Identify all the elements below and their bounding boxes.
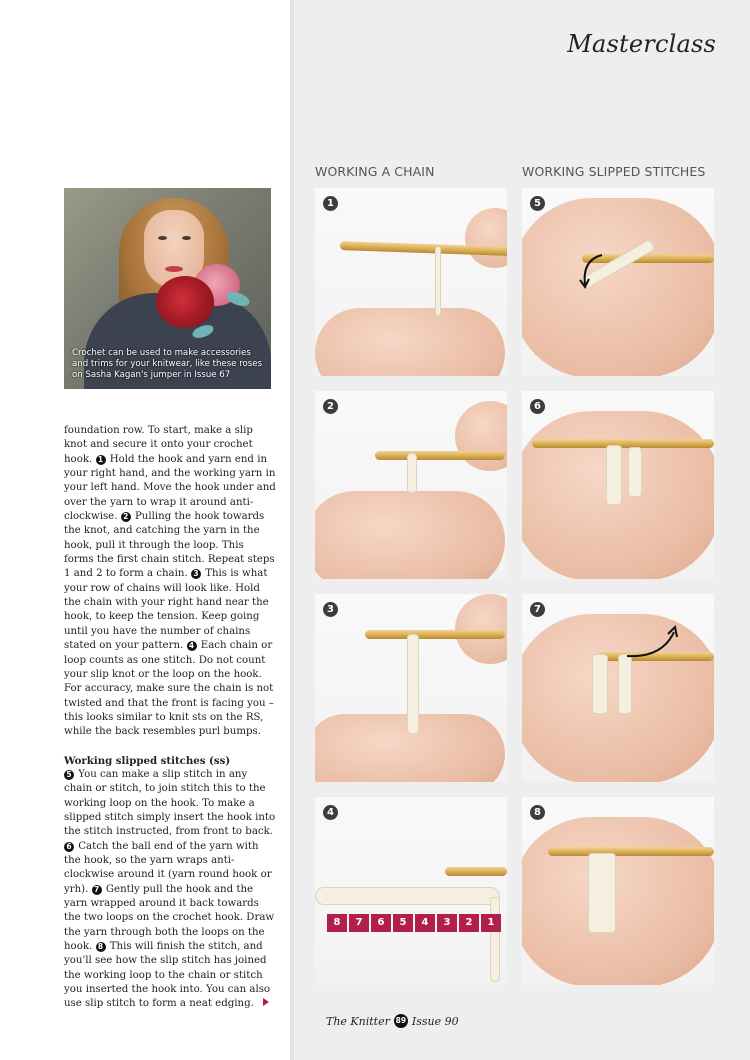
step-badge: 1 bbox=[323, 196, 338, 211]
chain-number: 6 bbox=[371, 914, 391, 932]
hand bbox=[315, 308, 505, 376]
step-badge: 7 bbox=[530, 602, 545, 617]
arrow-icon bbox=[622, 624, 682, 664]
section-title: Masterclass bbox=[567, 30, 716, 58]
step-number-icon: 5 bbox=[64, 770, 74, 780]
step-photo-2 bbox=[315, 391, 507, 579]
step-photo-6 bbox=[522, 391, 714, 579]
chain-number: 7 bbox=[349, 914, 369, 932]
crochet-hook bbox=[532, 439, 714, 448]
step-photo-1 bbox=[315, 188, 507, 376]
step-photo-7 bbox=[522, 594, 714, 782]
chain-number: 1 bbox=[481, 914, 501, 932]
yarn-loop bbox=[606, 445, 622, 505]
hand bbox=[465, 208, 507, 268]
step-text: Gently pull the hook and the yarn wrapped around it back towards the two loops on the crochet hook. Draw the yarn through both the loops on the hook. bbox=[64, 883, 275, 953]
paragraph bbox=[64, 768, 276, 1012]
step-badge: 6 bbox=[530, 399, 545, 414]
step-photo-5 bbox=[522, 188, 714, 376]
chain-number: 4 bbox=[415, 914, 435, 932]
intro-text: foundation row. To start, make a slip knot and secure it onto your crochet hook. bbox=[64, 425, 253, 465]
step-text: Catch the ball end of the yarn with the hook, so the yarn wraps anti-clockwise around it (yarn round hook or yrh). bbox=[64, 840, 272, 895]
step-badge: 3 bbox=[323, 602, 338, 617]
step-text: This will finish the stitch, and you'll see how the slip stitch has joined the working loop to the chain or stitch you inserted the hook into. You can also use slip stitch to form a neat edging. bbox=[64, 941, 271, 1010]
step-number-icon: 8 bbox=[96, 942, 106, 952]
chain-count-labels bbox=[327, 914, 503, 932]
step-number-icon: 4 bbox=[187, 641, 197, 651]
step-number-icon: 6 bbox=[64, 842, 74, 852]
step-text: Hold the hook and yarn end in your right hand, and the working yarn in your left hand. Move the hook under and over the yarn to wrap it around anti-clockwise. bbox=[64, 453, 276, 523]
step-number-icon: 7 bbox=[92, 885, 102, 895]
yarn-loop bbox=[592, 654, 608, 714]
page-number: 89 bbox=[394, 1014, 408, 1028]
hand bbox=[455, 594, 507, 664]
crochet-hook bbox=[375, 451, 505, 460]
step-text: You can make a slip stitch in any chain or stitch, to join stitch this to the working loop on the hook. To make a slipped stitch simply insert the hook into the stitch instructed, from front to back. bbox=[64, 768, 276, 838]
column-heading-chain: WORKING A CHAIN bbox=[315, 164, 435, 179]
step-badge: 2 bbox=[323, 399, 338, 414]
hand bbox=[455, 401, 507, 471]
step-photo-4 bbox=[315, 797, 507, 985]
crochet-hook bbox=[548, 847, 714, 856]
paragraph bbox=[64, 424, 276, 740]
crochet-hook bbox=[365, 630, 505, 639]
end-arrow-icon bbox=[263, 998, 269, 1006]
hero-caption: Crochet can be used to make accessories and trims for your knitwear, like these roses on Sasha Kagan's jumper in Issue 67 bbox=[72, 348, 263, 380]
arrow-icon bbox=[577, 250, 607, 290]
issue-label: Issue 90 bbox=[411, 1014, 459, 1028]
hero-lips bbox=[165, 266, 183, 272]
chain-number: 3 bbox=[437, 914, 457, 932]
chain-number: 2 bbox=[459, 914, 479, 932]
chain-number: 5 bbox=[393, 914, 413, 932]
chain-number: 8 bbox=[327, 914, 347, 932]
hand bbox=[315, 491, 505, 579]
column-heading-slipped: WORKING SLIPPED STITCHES bbox=[522, 164, 706, 179]
page-footer bbox=[326, 1014, 459, 1028]
step-photo-3 bbox=[315, 594, 507, 782]
step-badge: 5 bbox=[530, 196, 545, 211]
step-text: This is what your row of chains will look like. Hold the chain with your right hand near the hook, to keep the tension. Keep going until you have the number of chains stated on your pattern. bbox=[64, 568, 269, 652]
hand bbox=[522, 817, 714, 985]
yarn bbox=[407, 453, 417, 493]
hand bbox=[522, 198, 714, 376]
hero-eye bbox=[158, 236, 167, 240]
crochet-hook bbox=[445, 867, 507, 876]
hero-eye bbox=[182, 236, 191, 240]
yarn-loop bbox=[628, 447, 642, 497]
article-body bbox=[64, 424, 276, 1012]
step-text: Pulling the hook towards the knot, and catching the yarn in the hook, pull it through the loop. This forms the first chain stitch. Repeat steps 1 and 2 to form a chain. bbox=[64, 511, 275, 580]
yarn bbox=[435, 246, 441, 316]
step-photo-8 bbox=[522, 797, 714, 985]
step-number-icon: 2 bbox=[121, 512, 131, 522]
magazine-name: The Knitter bbox=[326, 1014, 390, 1028]
yarn bbox=[490, 897, 500, 982]
step-badge: 4 bbox=[323, 805, 338, 820]
step-badge: 8 bbox=[530, 805, 545, 820]
section-heading: Working slipped stitches (ss) bbox=[64, 754, 231, 767]
yarn-chain bbox=[315, 887, 500, 905]
red-rose bbox=[156, 276, 214, 328]
step-number-icon: 3 bbox=[191, 569, 201, 579]
yarn-chain bbox=[407, 634, 419, 734]
page-gutter bbox=[290, 0, 294, 1060]
hero-photo bbox=[64, 188, 271, 389]
yarn-chain bbox=[588, 853, 616, 933]
step-number-icon: 1 bbox=[96, 455, 106, 465]
step-text: Each chain or loop counts as one stitch. Do not count your slip knot or the loop on the hook. For accuracy, make sure the chain is not twisted and that the front is facing you – this looks similar to knit sts on the RS, while the back resembles purl bumps. bbox=[64, 640, 274, 738]
